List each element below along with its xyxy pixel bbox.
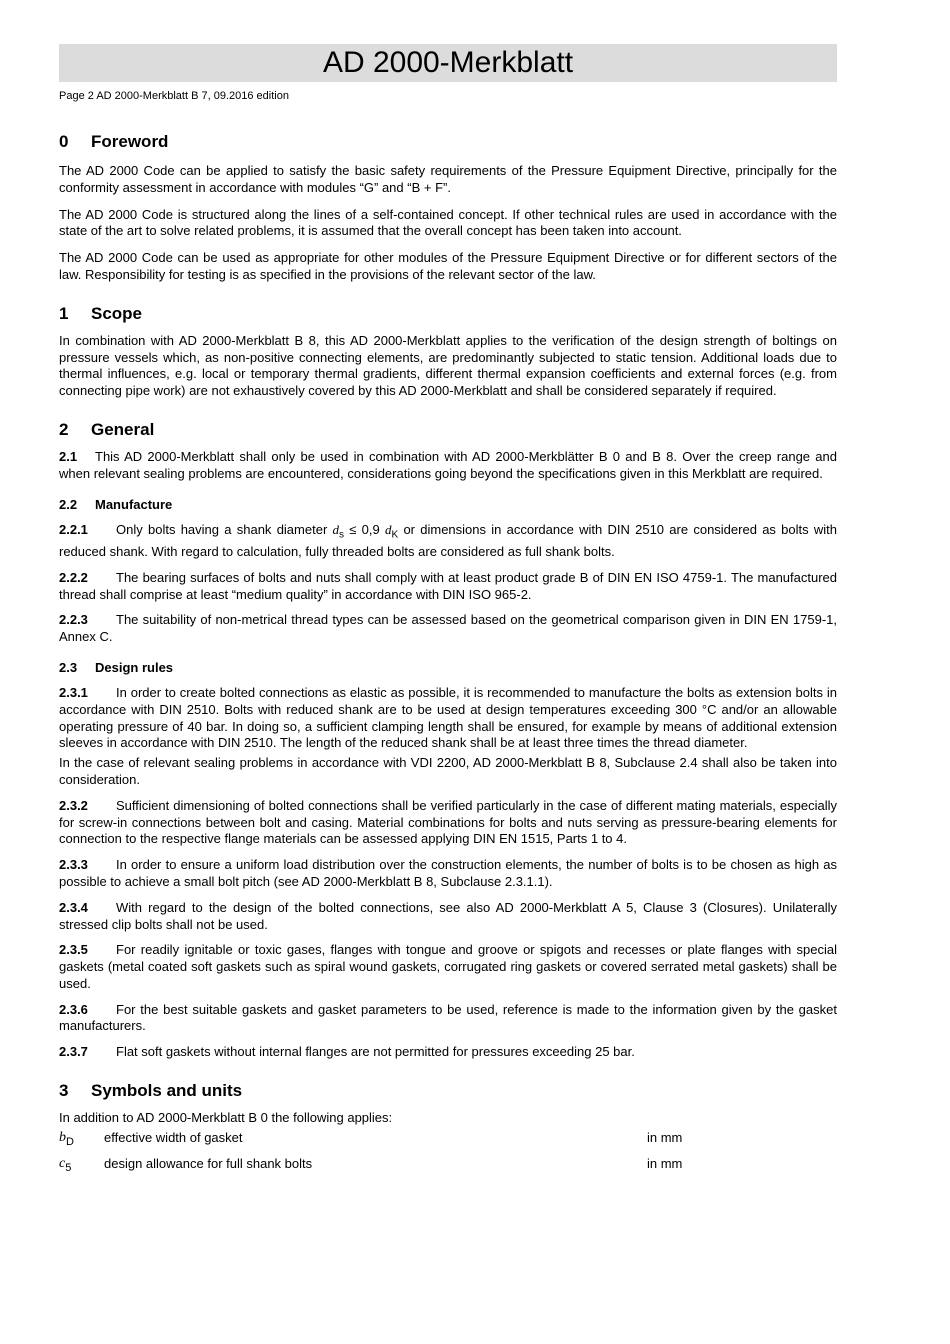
scope-p1: In combination with AD 2000-Merkblatt B 8, this AD 2000-Merkblatt applies to the verification of the design strength of boltings on pressure vessels which, as non-positive connecting elements, are predominantly subjected to static tension. Additional loads due to thermal influences, e.g. local or temporary thermal gradients, different thermal expansion coefficients and external forces (e.g. from connecting pipe work) are not exhaustively covered by this AD 2000-Merkblatt and shall be considered separately if required.	[59, 332, 837, 399]
clause-2-2-heading: 2.2 Manufacture	[59, 496, 173, 512]
foreword-p1: The AD 2000 Code can be applied to satisfy the basic safety requirements of the Pressure Equipment Directive, principally for the conformity assessment in accordance with modules “G” and “B + F”.	[59, 163, 837, 195]
symbol-unit: in mm	[647, 1129, 683, 1145]
clause-2-3-2: 2.3.2 Sufficient dimensioning of bolted connections shall be verified particularly in the case of different mating materials, especially for screw-in connections between bolt and casing. Material combinations for bolts and nuts serving as pressure-bearing elements for connection to the respective flange materials can be assessed applying DIN EN 1515, Parts 1 to 4.	[59, 797, 837, 847]
document-page	[59, 44, 837, 1178]
symbol-row	[59, 1127, 837, 1153]
symbol-row	[59, 1153, 837, 1179]
clause-2-2-3: 2.2.3 The suitability of non-metrical thread types can be assessed based on the geometrical comparison given in DIN EN 1759-1, Annex C.	[59, 612, 837, 645]
section-0-heading: 0 Foreword	[59, 132, 169, 151]
symbol: $c_5$	[59, 1155, 72, 1174]
clause-2-3-1: 2.3.1 In order to create bolted connections as elastic as possible, it is recommended to manufacture the bolts as extension bolts in accordance with DIN 2510. Bolts with reduced shank are to be used at design temperatures exceeding 300 °C and/or an allowable operating pressure of 40 bar. In doing so, a sufficient clamping length shall be ensured, for example by means of additional extension sleeves in accordance with DIN 2510. The length of the reduced shank shall be at least three times the thread diameter.	[59, 684, 837, 751]
clause-2-3-3: 2.3.3 In order to ensure a uniform load distribution over the construction elements, the number of bolts is to be chosen as high as possible to achieve a small bolt pitch (see AD 2000-Merkblatt B 8, Subclause 2.3.1.1).	[59, 857, 837, 889]
clause-2-3-4: 2.3.4 With regard to the design of the bolted connections, see also AD 2000-Merkblatt A 5, Clause 3 (Closures). Unilaterally stressed clip bolts shall not be used.	[59, 899, 837, 932]
clause-2-2-1: 2.2.1 Only bolts having a shank diameter $d_s \le 0,9$ $d_K$ or dimensions in accordance with DIN 2510 are considered as bolts with reduced shank. With regard to calculation, fully threaded bolts are considered as full shank bolts.	[59, 521, 838, 559]
header-banner	[59, 44, 837, 82]
clause-2-3-heading: 2.3 Design rules	[59, 659, 174, 675]
foreword-p2: The AD 2000 Code is structured along the lines of a self-contained concept. If other technical rules are used in accordance with the state of the art to solve related problems, it is assumed that the overall concept has been taken into account.	[59, 206, 837, 239]
symbol-description: effective width of gasket	[104, 1129, 243, 1145]
clause-2-3-1-b: In the case of relevant sealing problems in accordance with VDI 2200, AD 2000-Merkblatt B 8, Subclause 2.4 shall also be taken into consideration.	[59, 755, 837, 787]
symbol: $b_D$	[59, 1129, 74, 1148]
header-title: AD 2000-Merkblatt	[322, 46, 574, 79]
symbol-unit: in mm	[647, 1155, 683, 1171]
section-2-heading: 2 General	[59, 419, 155, 439]
foreword-p3: The AD 2000 Code can be used as appropriate for other modules of the Pressure Equipment Directive or for different sectors of the law. Responsibility for testing is as specified in the provisions of the relevant sector of the law.	[59, 250, 837, 282]
clause-2-3-7: 2.3.7 Flat soft gaskets without internal flanges are not permitted for pressures exceeding 25 bar.	[59, 1044, 635, 1060]
page-info: Page 2 AD 2000-Merkblatt B 7, 09.2016 edition	[59, 90, 289, 102]
clause-2-3-5: 2.3.5 For readily ignitable or toxic gases, flanges with tongue and groove or spigots and recesses or plate flanges with special gaskets (metal coated soft gaskets such as spiral wound gaskets, corrugated ring gaskets or covered serrated metal gaskets) shall be used.	[59, 942, 837, 991]
section-3-heading: 3 Symbols and units	[59, 1081, 243, 1101]
symbol-description: design allowance for full shank bolts	[104, 1155, 313, 1171]
symbols-intro: In addition to AD 2000-Merkblatt B 0 the following applies:	[59, 1110, 393, 1126]
clause-2-3-6: 2.3.6 For the best suitable gaskets and gasket parameters to be used, reference is made to the information given by the gasket manufacturers.	[59, 1001, 837, 1034]
clause-2-2-2: 2.2.2 The bearing surfaces of bolts and nuts shall comply with at least product grade B of DIN EN ISO 4759-1. The manufactured thread shall comprise at least “medium quality” in accordance with DIN ISO 965-2.	[59, 569, 837, 602]
clause-2-1: 2.1 This AD 2000-Merkblatt shall only be used in combination with AD 2000-Merkblätter B 0 and B 8. Over the creep range and when relevant sealing problems are encountered, considerations going beyond the specifications given in this Merkblatt are required.	[59, 448, 837, 481]
section-1-heading: 1 Scope	[59, 303, 143, 323]
